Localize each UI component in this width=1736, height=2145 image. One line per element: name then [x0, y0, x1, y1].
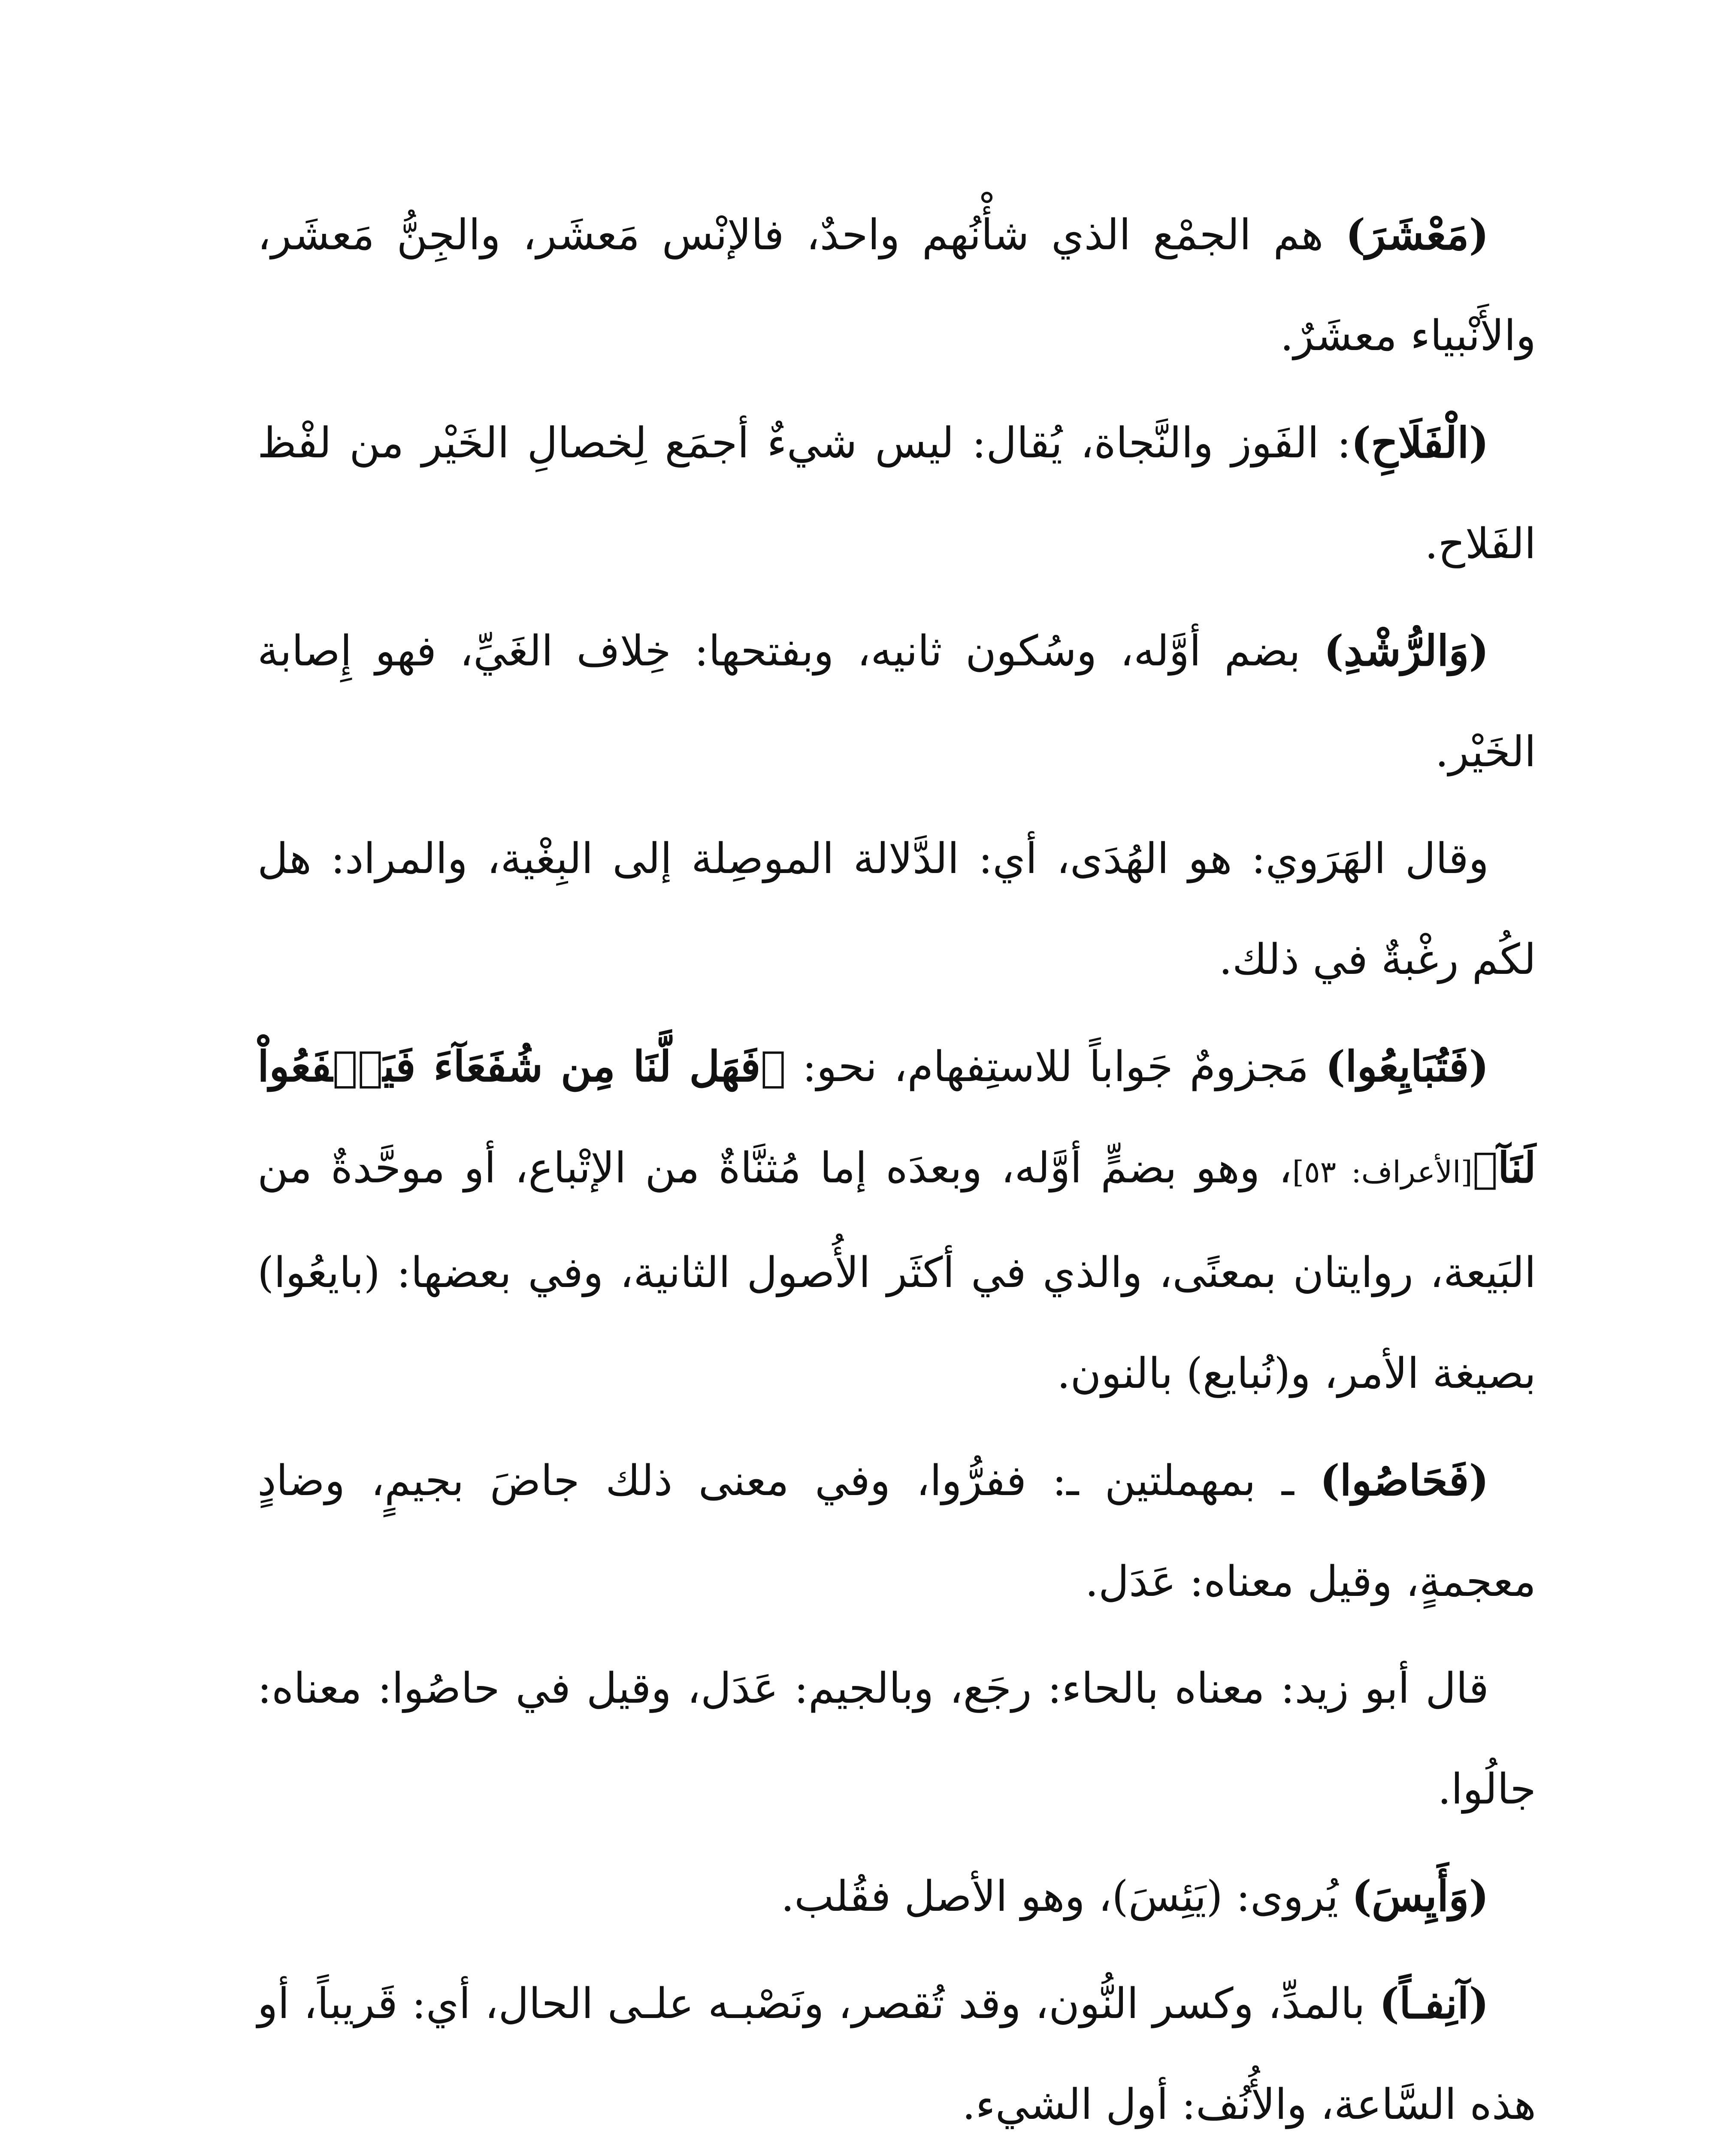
verse-reference: [الأعراف: ٥٣] — [1292, 1154, 1473, 1190]
definition-ayisa: يُروى: (يَئِسَ)، وهو الأصل فقُلب. — [781, 1872, 1352, 1921]
term-ayisa: (وَأَيِسَ) — [1352, 1872, 1489, 1921]
definition-tubayiu-part2: ، وهو بضمٍّ أوَّله، وبعدَه إما مُثنَّاةٌ من الإتْباع، أو موحَّدةٌ من البَيعة، روايتان بمعنًى، والذي في أكثَر الأُصول الثانية، وفي بعضها: (بايعُوا) بصيغة الأمر، و(نُبايع) بالنون. — [257, 1144, 1536, 1398]
main-text — [257, 184, 1536, 2145]
definition-mashar: هم الجمْع الذي شأْنُهم واحدٌ، فالإنْس مَعشَر، والجِنُّ مَعشَر، والأَنْبياء معشَرٌ. — [257, 211, 1536, 360]
definition-falah: : الفَوز والنَّجاة، يُقال: ليس شيءٌ أجمَع لِخصالِ الخَيْر من لفْظ الفَلاح. — [257, 419, 1536, 568]
paragraph-anifan — [257, 1953, 1536, 2145]
definition-hasu: ـ بمهملتين ـ: ففرُّوا، وفي معنى ذلك جاضَ بجيمٍ، وضادٍ معجمةٍ، وقيل معناه: عَدَل. — [257, 1456, 1536, 1606]
term-hasu: (فَحَاصُوا) — [1320, 1456, 1489, 1505]
paragraph-hasu — [257, 1430, 1536, 1632]
paragraph-harawi — [257, 809, 1536, 1010]
paragraph-falah — [257, 393, 1536, 595]
definition-tubayiu-part1: مَجزومٌ جَواباً للاستِفهام، نحو: — [786, 1042, 1326, 1091]
paragraph-mashar — [257, 184, 1536, 387]
term-rushd: (وَالرُّشْدِ) — [1324, 626, 1489, 676]
quran-verse: ﴿فَهَل لَّنَا مِن شُفَعَآءَ فَيَشۡفَعُواْ لَنَآ﴾ — [257, 1042, 1536, 1193]
term-tubayiu: (فَتُبَايِعُوا) — [1325, 1042, 1489, 1091]
definition-rushd: بضم أوَّله، وسُكون ثانيه، وبفتحها: خِلاف الغَيِّ، فهو إِصابة الخَيْر. — [257, 627, 1536, 776]
paragraph-abu-zayd — [257, 1638, 1536, 1840]
term-falah: (الْفَلَاحِ) — [1351, 418, 1489, 468]
term-mashar: (مَعْشَرَ) — [1345, 210, 1489, 260]
term-anifan: (آنِفـاً) — [1379, 1979, 1489, 2028]
definition-abu-zayd: قال أبو زيد: معناه بالحاء: رجَع، وبالجيم: عَدَل، وقيل في حاصُوا: معناه: جالُوا. — [257, 1664, 1536, 1814]
definition-anifan: بالمدِّ، وكسر النُّون، وقد تُقصر، ونَصْبـه علـى الحال، أي: قَريباً، أو هذه السَّاعة، والأُنُف: أول الشيء. — [257, 1979, 1536, 2129]
definition-harawi: وقال الهَرَوي: هو الهُدَى، أي: الدَّلالة الموصِلة إلى البِغْية، والمراد: هل لكُم رغْبةٌ في ذلك. — [257, 834, 1536, 984]
paragraph-ayisa — [257, 1846, 1536, 1947]
paragraph-rushd — [257, 601, 1536, 803]
paragraph-tubayiu — [257, 1016, 1536, 1424]
